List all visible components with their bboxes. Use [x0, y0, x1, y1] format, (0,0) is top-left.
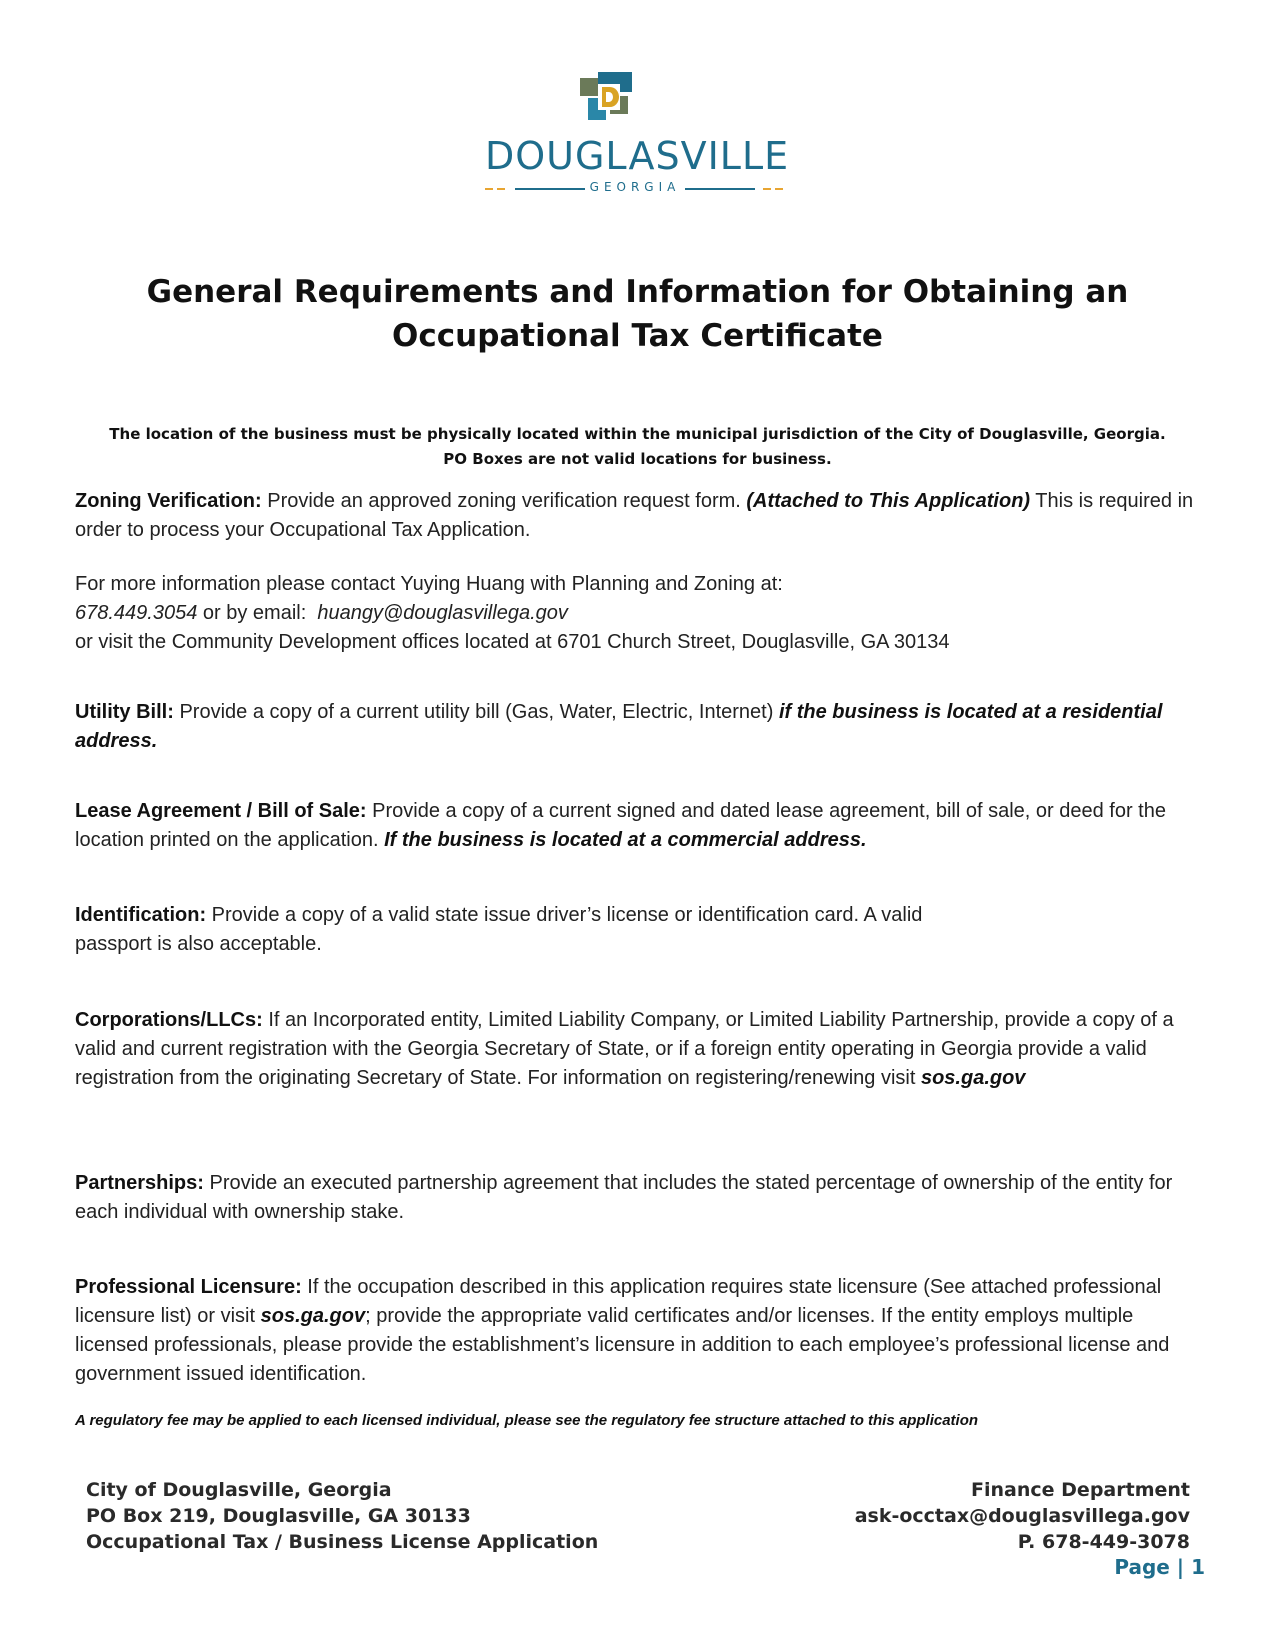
utility-emphasis: if the business is located at a residential address. — [75, 701, 1163, 752]
contact-email[interactable]: huangy@douglasvillega.gov — [317, 602, 568, 624]
identification-text: Provide a copy of a valid state issue driver’s license or identification card. A valid — [206, 904, 923, 926]
utility-text: Provide a copy of a current utility bill (Gas, Water, Electric, Internet) — [173, 701, 779, 723]
regulatory-fee-note: A regulatory fee may be applied to each licensed individual, please see the regulatory fee structure attached to this application — [75, 1412, 979, 1429]
page-title: General Requirements and Information for Obtaining an Occupational Tax Certificate — [146, 274, 1129, 354]
zoning-text: Provide an approved zoning verification request form. — [261, 490, 747, 512]
identification-text-2: passport is also acceptable. — [75, 933, 322, 955]
lease-text: Provide a copy of a current signed and dated lease agreement, bill of sale, or deed for the location printed on the application. — [75, 800, 1166, 851]
partnerships-label: Partnerships: — [75, 1172, 204, 1194]
lease-label: Lease Agreement / Bill of Sale: — [75, 800, 367, 822]
licensure-link[interactable]: sos.ga.gov — [260, 1305, 366, 1327]
notice-line-2: PO Boxes are not valid locations for business. — [443, 450, 832, 468]
contact-or-email: or by email: — [197, 602, 318, 624]
contact-intro: For more information please contact Yuying Huang with Planning and Zoning at: — [75, 573, 783, 595]
footer-left — [86, 1477, 646, 1555]
logo-rule-right — [685, 188, 755, 190]
utility-label: Utility Bill: — [75, 701, 174, 723]
footer-right — [700, 1477, 1190, 1555]
identification-label: Identification: — [75, 904, 207, 926]
lease-section — [75, 797, 1205, 855]
partnerships-section — [75, 1169, 1205, 1227]
utility-section — [75, 698, 1205, 756]
zoning-section — [75, 487, 1205, 545]
licensure-section — [75, 1273, 1205, 1389]
zoning-label: Zoning Verification: — [75, 490, 262, 512]
footer-application: Occupational Tax / Business License Application — [86, 1531, 599, 1553]
contact-section — [75, 570, 1205, 657]
footer-city: City of Douglasville, Georgia — [86, 1479, 392, 1501]
douglasville-d-icon — [580, 72, 640, 124]
footer-email[interactable]: ask-occtax@douglasvillega.gov — [854, 1505, 1190, 1527]
footer-department: Finance Department — [971, 1479, 1190, 1501]
lease-emphasis: If the business is located at a commercial address. — [384, 829, 867, 851]
corporations-section — [75, 1006, 1205, 1093]
corporations-text: If an Incorporated entity, Limited Liability Company, or Limited Liability Partnership, provide a copy of a valid and current registration with the Georgia Secretary of State, or if a foreign entity operating in Georgia provide a valid registration from the originating Secretary of State. For information on registering/renewing visit — [75, 1009, 1174, 1089]
zoning-emphasis: (Attached to This Application) — [746, 490, 1031, 512]
corporations-label: Corporations/LLCs: — [75, 1009, 263, 1031]
city-logo — [485, 72, 790, 197]
page-number: Page | 1 — [1114, 1555, 1205, 1579]
footer-phone: P. 678-449-3078 — [1017, 1531, 1190, 1553]
logo-dash-right-2 — [775, 188, 783, 190]
logo-wordmark: DOUGLASVILLE — [485, 134, 790, 178]
contact-phone: 678.449.3054 — [75, 602, 198, 624]
corporations-link[interactable]: sos.ga.gov — [920, 1067, 1026, 1089]
licensure-text-2: ; provide the appropriate valid certificates and/or licenses. If the entity employs multiple licensed professionals, please provide the establishment’s licensure in addition to each employee’s professional license and government issued identification. — [75, 1305, 1170, 1385]
licensure-label: Professional Licensure: — [75, 1276, 302, 1298]
contact-visit: or visit the Community Development offices located at 6701 Church Street, Douglasville, GA 30134 — [75, 631, 950, 653]
licensure-text: If the occupation described in this application requires state licensure (See attached professional licensure list) or visit — [75, 1276, 1162, 1327]
partnerships-text: Provide an executed partnership agreement that includes the stated percentage of ownership of the entity for each individual with ownership stake. — [75, 1172, 1173, 1223]
logo-subtitle: GEORGIA — [589, 180, 681, 194]
location-notice — [60, 422, 1215, 472]
notice-line-1: The location of the business must be physically located within the municipal jurisdiction of the City of Douglasville, Georgia. — [109, 425, 1166, 443]
logo-dash-right — [763, 188, 771, 190]
footer-po-box: PO Box 219, Douglasville, GA 30133 — [86, 1505, 471, 1527]
identification-section — [75, 901, 1205, 959]
zoning-text-2: This is required in order to process your Occupational Tax Application. — [75, 490, 1194, 541]
